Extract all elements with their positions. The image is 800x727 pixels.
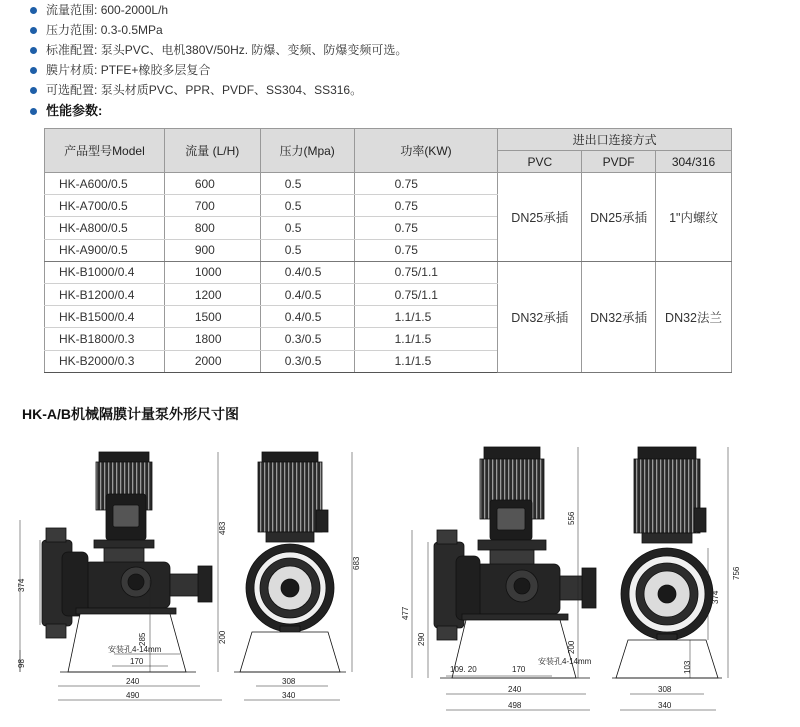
dim-a-98: 98	[17, 659, 26, 668]
dim-a-285: 285	[138, 632, 147, 646]
cell-model: HK-B1200/0.4	[45, 283, 165, 305]
cell-power: 1.1/1.5	[354, 328, 498, 350]
cell-model: HK-B1000/0.4	[45, 261, 165, 283]
header-flow: 流量 (L/H)	[164, 129, 260, 173]
dim-a-308: 308	[282, 677, 296, 686]
dim-a-200: 200	[218, 630, 227, 644]
dim-a-374: 374	[17, 578, 26, 592]
cell-flow: 600	[164, 173, 260, 195]
performance-table	[44, 128, 732, 373]
cell-flow: 900	[164, 239, 260, 261]
cell-conn-ss: 1"内螺纹	[656, 173, 732, 262]
pump-b-front-view	[612, 447, 722, 678]
dim-b-308: 308	[658, 685, 672, 694]
cell-conn-pvdf: DN32承插	[582, 261, 656, 372]
spec-item-diaphragm-material: 膜片材质: PTFE+橡胶多层复合	[24, 60, 764, 80]
dim-b-240: 240	[508, 685, 522, 694]
dimension-drawings	[0, 428, 800, 727]
bullet-icon	[30, 27, 37, 34]
performance-heading: 性能参数:	[24, 102, 102, 120]
table-row	[45, 261, 732, 283]
cell-pressure: 0.4/0.5	[260, 261, 354, 283]
cell-power: 0.75/1.1	[354, 283, 498, 305]
header-model: 产品型号Model	[45, 129, 165, 173]
cell-flow: 1500	[164, 306, 260, 328]
cell-model: HK-B2000/0.3	[45, 350, 165, 372]
dim-a-340: 340	[282, 691, 296, 700]
dim-b-556: 556	[567, 511, 576, 525]
cell-conn-pvc: DN32承插	[498, 261, 582, 372]
cell-flow: 700	[164, 195, 260, 217]
cell-pressure: 0.3/0.5	[260, 350, 354, 372]
cell-power: 0.75	[354, 217, 498, 239]
dim-a-483: 483	[218, 521, 227, 535]
dim-b-103: 103	[683, 660, 692, 674]
cell-power: 0.75/1.1	[354, 261, 498, 283]
cell-power: 0.75	[354, 195, 498, 217]
cell-flow: 1800	[164, 328, 260, 350]
dim-b-mount-hole: 安装孔4-14mm	[538, 657, 592, 666]
cell-pressure: 0.5	[260, 195, 354, 217]
cell-power: 1.1/1.5	[354, 306, 498, 328]
table-header-row	[45, 129, 732, 151]
cell-pressure: 0.5	[260, 239, 354, 261]
bullet-icon	[30, 87, 37, 94]
spec-item-optional-config: 可选配置: 泵头材质PVC、PPR、PVDF、SS304、SS316。	[24, 80, 764, 100]
cell-pressure: 0.4/0.5	[260, 306, 354, 328]
cell-model: HK-B1500/0.4	[45, 306, 165, 328]
cell-pressure: 0.3/0.5	[260, 328, 354, 350]
header-connection: 进出口连接方式	[498, 129, 732, 151]
cell-conn-ss: DN32法兰	[656, 261, 732, 372]
cell-pressure: 0.5	[260, 217, 354, 239]
dim-b-200: 200	[567, 640, 576, 654]
dim-b-756: 756	[732, 566, 741, 580]
dim-a-240: 240	[126, 677, 140, 686]
dim-a-170: 170	[130, 657, 144, 666]
cell-model: HK-A800/0.5	[45, 217, 165, 239]
table-row	[45, 173, 732, 195]
header-ss: 304/316	[656, 151, 732, 173]
header-pressure: 压力(Mpa)	[260, 129, 354, 173]
dim-b-109-20: 109. 20	[450, 665, 477, 674]
dim-a-683: 683	[352, 556, 361, 570]
cell-model: HK-A700/0.5	[45, 195, 165, 217]
cell-conn-pvc: DN25承插	[498, 173, 582, 262]
dim-b-477: 477	[401, 606, 410, 620]
header-pvdf: PVDF	[582, 151, 656, 173]
cell-conn-pvdf: DN25承插	[582, 173, 656, 262]
dim-b-170: 170	[512, 665, 526, 674]
bullet-icon	[30, 47, 37, 54]
cell-pressure: 0.5	[260, 173, 354, 195]
pump-a-side-view	[42, 452, 212, 672]
dim-a-490: 490	[126, 691, 140, 700]
spec-item-standard-config: 标准配置: 泵头PVC、电机380V/50Hz. 防爆、变频、防爆变频可选。	[24, 40, 764, 60]
spec-list	[24, 0, 764, 100]
drawing-title: HK-A/B机械隔膜计量泵外形尺寸图	[22, 406, 239, 422]
cell-model: HK-A900/0.5	[45, 239, 165, 261]
cell-power: 1.1/1.5	[354, 350, 498, 372]
cell-model: HK-B1800/0.3	[45, 328, 165, 350]
pump-a-front-view	[234, 452, 346, 672]
cell-flow: 1200	[164, 283, 260, 305]
cell-flow: 800	[164, 217, 260, 239]
header-pvc: PVC	[498, 151, 582, 173]
bullet-icon	[30, 7, 37, 14]
cell-flow: 2000	[164, 350, 260, 372]
cell-flow: 1000	[164, 261, 260, 283]
spec-item-flow-range: 流量范围: 600-2000L/h	[24, 0, 764, 20]
spec-item-pressure-range: 压力范围: 0.3-0.5MPa	[24, 20, 764, 40]
dim-a-mount-hole: 安装孔4-14mm	[108, 645, 162, 654]
dim-b-498: 498	[508, 701, 522, 710]
header-power: 功率(KW)	[354, 129, 498, 173]
dim-b-340: 340	[658, 701, 672, 710]
dim-b-374: 374	[711, 590, 720, 604]
bullet-icon	[30, 108, 37, 115]
cell-pressure: 0.4/0.5	[260, 283, 354, 305]
cell-model: HK-A600/0.5	[45, 173, 165, 195]
cell-power: 0.75	[354, 173, 498, 195]
cell-power: 0.75	[354, 239, 498, 261]
dim-b-290: 290	[417, 632, 426, 646]
bullet-icon	[30, 67, 37, 74]
